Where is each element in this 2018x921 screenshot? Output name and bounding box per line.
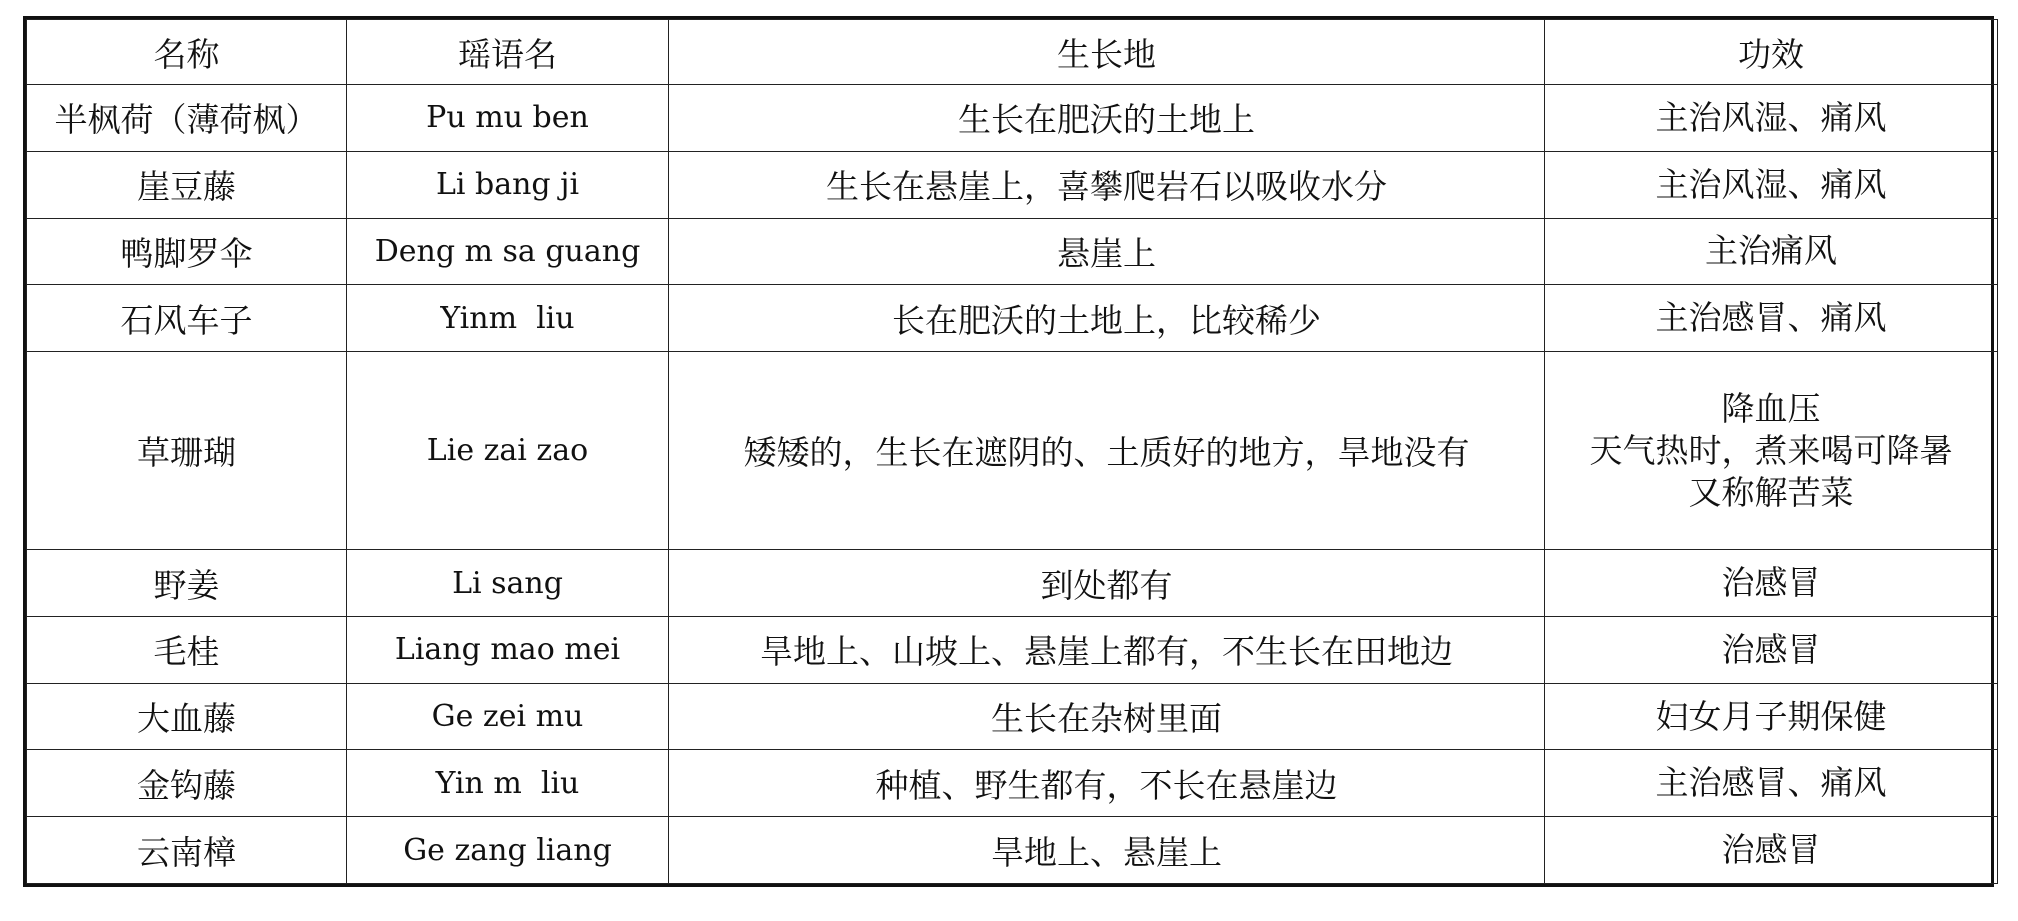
cell-effect [1545,285,1998,352]
cell-name: 毛桂 [27,616,347,683]
table-row [27,218,1998,285]
cell-yao-name: Yinm liu [347,285,669,352]
cell-habitat: 生长在肥沃的土地上 [669,85,1545,152]
cell-habitat: 到处都有 [669,550,1545,617]
effect-line: 主治风湿、痛风 [1655,97,1887,137]
cell-yao-name: Yin m liu [347,750,669,817]
cell-habitat: 悬崖上 [669,218,1545,285]
table-row [27,683,1998,750]
cell-habitat: 生长在悬崖上，喜攀爬岩石以吸收水分 [669,151,1545,218]
table-row [27,85,1998,152]
cell-name: 崖豆藤 [27,151,347,218]
effect-line: 主治感冒、痛风 [1655,298,1887,338]
effect-line: 又称解苦菜 [1688,472,1854,512]
cell-name: 大血藤 [27,683,347,750]
cell-effect [1545,616,1998,683]
cell-effect [1545,151,1998,218]
cell-habitat: 长在肥沃的土地上，比较稀少 [669,285,1545,352]
cell-name: 半枫荷（薄荷枫） [27,85,347,152]
table-row [27,151,1998,218]
cell-yao-name: Liang mao mei [347,616,669,683]
herb-table-container [23,16,1994,887]
cell-name: 云南樟 [27,817,347,884]
effect-line: 治感冒 [1721,830,1821,870]
cell-habitat: 种植、野生都有，不长在悬崖边 [669,750,1545,817]
cell-yao-name: Deng m sa guang [347,218,669,285]
cell-habitat: 矮矮的，生长在遮阴的、土质好的地方，旱地没有 [669,352,1545,550]
cell-habitat: 旱地上、山坡上、悬崖上都有，不生长在田地边 [669,616,1545,683]
cell-habitat: 生长在杂树里面 [669,683,1545,750]
cell-yao-name: Pu mu ben [347,85,669,152]
effect-line: 主治风湿、痛风 [1655,164,1887,204]
herb-table [26,19,1998,884]
table-row [27,616,1998,683]
cell-yao-name: Li sang [347,550,669,617]
cell-yao-name: Lie zai zao [347,352,669,550]
table-row [27,817,1998,884]
effect-line: 降血压 [1721,388,1821,428]
table-row [27,285,1998,352]
cell-yao-name: Li bang ji [347,151,669,218]
cell-name: 鸭脚罗伞 [27,218,347,285]
cell-name: 金钩藤 [27,750,347,817]
cell-habitat: 旱地上、悬崖上 [669,817,1545,884]
header-yao-name: 瑶语名 [347,20,669,85]
effect-line: 天气热时，煮来喝可降暑 [1589,430,1953,470]
cell-effect [1545,817,1998,884]
cell-name: 野姜 [27,550,347,617]
cell-yao-name: Ge zei mu [347,683,669,750]
effect-line: 治感冒 [1721,563,1821,603]
header-effect: 功效 [1545,20,1998,85]
cell-effect [1545,352,1998,550]
cell-effect [1545,550,1998,617]
cell-effect [1545,85,1998,152]
cell-effect [1545,218,1998,285]
table-header-row [27,20,1998,85]
table-row [27,352,1998,550]
cell-yao-name: Ge zang liang [347,817,669,884]
cell-name: 石风车子 [27,285,347,352]
cell-effect [1545,750,1998,817]
cell-name: 草珊瑚 [27,352,347,550]
effect-line: 主治感冒、痛风 [1655,763,1887,803]
header-habitat: 生长地 [669,20,1545,85]
effect-line: 妇女月子期保健 [1655,696,1887,736]
table-row [27,750,1998,817]
header-name: 名称 [27,20,347,85]
effect-line: 主治痛风 [1705,231,1837,271]
effect-line: 治感冒 [1721,629,1821,669]
table-row [27,550,1998,617]
cell-effect [1545,683,1998,750]
